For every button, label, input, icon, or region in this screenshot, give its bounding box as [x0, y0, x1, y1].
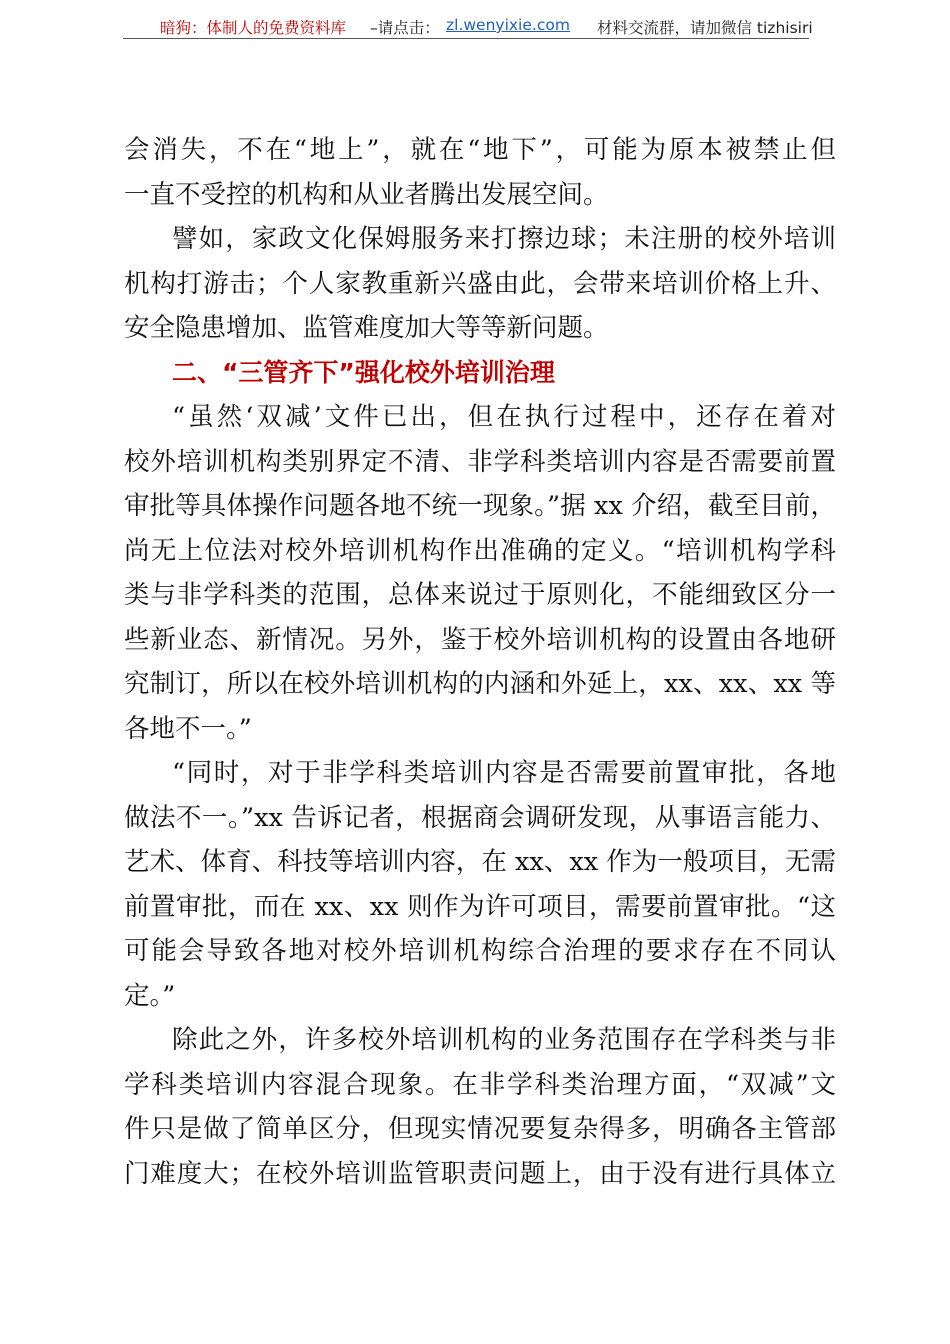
- text-line: 一直不受控的机构和从业者腾出发展空间。: [124, 179, 609, 210]
- header-click-prefix: –请点击：: [370, 19, 440, 37]
- page-header: [0, 10, 950, 40]
- text-line: 安全隐患增加、监管难度加大等等新问题。: [124, 313, 609, 343]
- text-line: 定。”: [124, 980, 176, 1011]
- text-line: 尚无上位法对校外培训机构作出准确的定义。“培训机构学科: [124, 535, 836, 566]
- text-line: 学科类培训内容混合现象。在非学科类治理方面，“双减”文: [124, 1069, 836, 1100]
- text-line: 各地不一。”: [124, 713, 252, 744]
- header-link[interactable]: zl.wenyixie.com: [446, 16, 570, 34]
- text-line: 校外培训机构类别界定不清、非学科类培训内容是否需要前置: [124, 446, 836, 477]
- text-line: 机构打游击；个人家教重新兴盛由此，会带来培训价格上升、: [124, 268, 836, 299]
- text-line: 艺术、体育、科技等培训内容，在 xx、xx 作为一般项目，无需: [124, 847, 836, 877]
- text-line: 可能会导致各地对校外培训机构综合治理的要求存在不同认: [124, 936, 836, 966]
- text-line: 譬如，家政文化保姆服务来打擦边球；未注册的校外培训: [172, 224, 836, 254]
- text-line: 类与非学科类的范围，总体来说过于原则化，不能细致区分一: [124, 580, 836, 610]
- text-line: 除此之外，许多校外培训机构的业务范围存在学科类与非: [172, 1025, 836, 1055]
- text-line: 审批等具体操作问题各地不统一现象。”据 xx 介绍，截至目前，: [124, 491, 836, 521]
- header-brand: 暗狗：体制人的免费资料库: [160, 19, 347, 37]
- text-line: “同时，对于非学科类培训内容是否需要前置审批，各地: [172, 758, 836, 788]
- header-note: 材料交流群，请加微信 tizhisiri: [597, 19, 813, 37]
- text-line: “虽然‘双减’文件已出，但在执行过程中，还存在着对: [172, 402, 836, 432]
- header-divider: [123, 38, 809, 39]
- text-line: 前置审批，而在 xx、xx 则作为许可项目，需要前置审批。“这: [124, 891, 836, 922]
- text-line: 件只是做了简单区分，但现实情况要复杂得多，明确各主管部: [124, 1114, 836, 1144]
- section-heading: 二、“三管齐下”强化校外培训治理: [172, 357, 555, 387]
- text-line: 门难度大；在校外培训监管职责问题上，由于没有进行具体立: [124, 1158, 836, 1189]
- text-line: 些新业态、新情况。另外，鉴于校外培训机构的设置由各地研: [124, 624, 836, 655]
- text-line: 会消失，不在“地上”，就在“地下”，可能为原本被禁止但: [124, 135, 836, 165]
- document-body: [124, 128, 836, 1196]
- text-line: 做法不一。”xx 告诉记者，根据商会调研发现，从事语言能力、: [124, 802, 836, 833]
- text-line: 究制订，所以在校外培训机构的内涵和外延上，xx、xx、xx 等: [124, 669, 836, 699]
